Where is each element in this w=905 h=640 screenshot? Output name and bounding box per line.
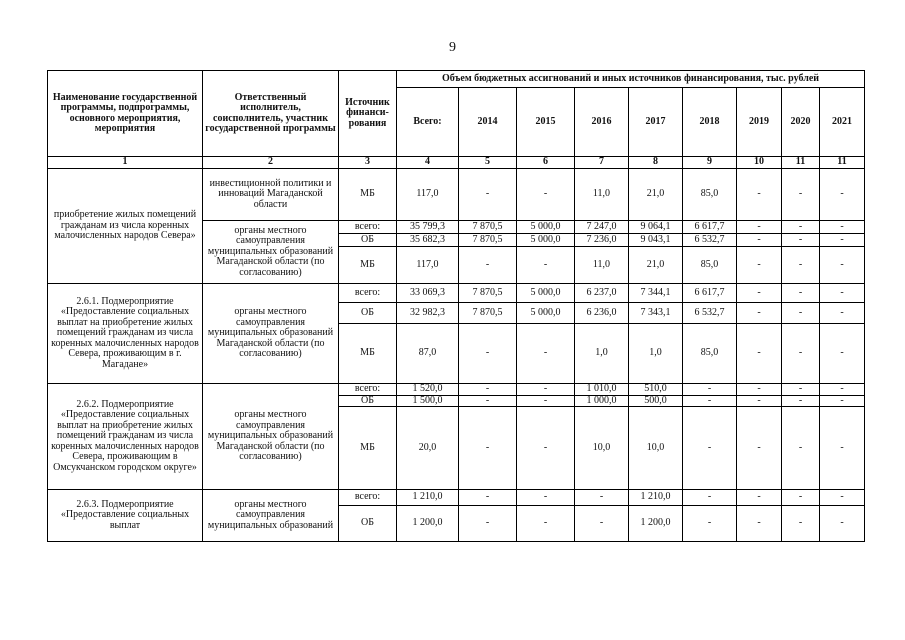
cell-value: 1 500,0 xyxy=(397,395,459,407)
cell-value: 1 210,0 xyxy=(397,490,459,506)
column-number: 1 xyxy=(48,157,203,169)
budget-table xyxy=(47,70,865,542)
cell-value: - xyxy=(737,395,782,407)
row-name: 2.6.1. Подмероприятие «Предоставление социальных выплат на приобретение жилых помещений гражданам из числа коренных малочисленных народов Севера, проживающим в г. Магадане» xyxy=(48,284,203,384)
cell-value: - xyxy=(782,395,820,407)
cell-value: - xyxy=(459,324,517,384)
cell-value: - xyxy=(820,169,865,221)
cell-value: 20,0 xyxy=(397,407,459,490)
cell-value: 500,0 xyxy=(629,395,683,407)
cell-value: - xyxy=(782,284,820,303)
table-row xyxy=(48,490,865,506)
cell-value: - xyxy=(459,506,517,542)
cell-value: - xyxy=(517,407,575,490)
cell-value: - xyxy=(683,384,737,396)
cell-value: 1 000,0 xyxy=(575,395,629,407)
cell-value: - xyxy=(820,324,865,384)
column-number: 5 xyxy=(459,157,517,169)
cell-value: - xyxy=(737,506,782,542)
cell-value: - xyxy=(517,384,575,396)
cell-value: 6 237,0 xyxy=(575,284,629,303)
header-year: 2018 xyxy=(683,88,737,157)
cell-value: - xyxy=(459,384,517,396)
table-row xyxy=(48,169,865,221)
cell-value: - xyxy=(459,247,517,284)
column-number: 2 xyxy=(203,157,339,169)
cell-value: 85,0 xyxy=(683,324,737,384)
cell-value: - xyxy=(782,384,820,396)
cell-value: - xyxy=(782,169,820,221)
cell-value: - xyxy=(820,506,865,542)
cell-value: 1 520,0 xyxy=(397,384,459,396)
cell-value: 5 000,0 xyxy=(517,284,575,303)
cell-value: 21,0 xyxy=(629,247,683,284)
cell-value: - xyxy=(683,395,737,407)
header-year: 2019 xyxy=(737,88,782,157)
column-number: 4 xyxy=(397,157,459,169)
cell-value: - xyxy=(737,384,782,396)
cell-value: - xyxy=(820,221,865,234)
row-source: МБ xyxy=(339,324,397,384)
table-row xyxy=(48,384,865,396)
cell-value: 10,0 xyxy=(629,407,683,490)
cell-value: - xyxy=(782,506,820,542)
cell-value: 5 000,0 xyxy=(517,221,575,234)
cell-value: 9 064,1 xyxy=(629,221,683,234)
row-source: ОБ xyxy=(339,303,397,324)
row-source: ОБ xyxy=(339,234,397,247)
column-number: 6 xyxy=(517,157,575,169)
cell-value: - xyxy=(683,490,737,506)
cell-value: 510,0 xyxy=(629,384,683,396)
cell-value: 7 344,1 xyxy=(629,284,683,303)
row-executor: органы местного самоуправления муниципальных образований Магаданской области (по согласованию) xyxy=(203,284,339,384)
column-number: 8 xyxy=(629,157,683,169)
cell-value: - xyxy=(820,490,865,506)
cell-value: - xyxy=(820,384,865,396)
cell-value: 6 236,0 xyxy=(575,303,629,324)
column-number: 11 xyxy=(782,157,820,169)
column-number: 9 xyxy=(683,157,737,169)
cell-value: 9 043,1 xyxy=(629,234,683,247)
header-year: 2014 xyxy=(459,88,517,157)
cell-value: - xyxy=(517,324,575,384)
cell-value: - xyxy=(517,506,575,542)
cell-value: 1 210,0 xyxy=(629,490,683,506)
cell-value: - xyxy=(459,169,517,221)
cell-value: 10,0 xyxy=(575,407,629,490)
cell-value: - xyxy=(459,395,517,407)
header-year: 2017 xyxy=(629,88,683,157)
cell-value: - xyxy=(737,169,782,221)
header-funding-group: Объем бюджетных ассигнований и иных источников финансирования, тыс. рублей xyxy=(397,71,865,88)
cell-value: 7 870,5 xyxy=(459,234,517,247)
row-source: всего: xyxy=(339,221,397,234)
cell-value: 35 682,3 xyxy=(397,234,459,247)
cell-value: - xyxy=(459,490,517,506)
cell-value: - xyxy=(782,407,820,490)
row-source: всего: xyxy=(339,384,397,396)
header-year: 2015 xyxy=(517,88,575,157)
cell-value: 85,0 xyxy=(683,169,737,221)
header-year: 2016 xyxy=(575,88,629,157)
header-name: Наименование государственной программы, подпрограммы, основного мероприятия, мероприятия xyxy=(48,71,203,157)
header-source: Источник финанси-рования xyxy=(339,71,397,157)
cell-value: - xyxy=(737,247,782,284)
cell-value: - xyxy=(782,234,820,247)
cell-value: - xyxy=(820,234,865,247)
header-total: Всего: xyxy=(397,88,459,157)
cell-value: 7 236,0 xyxy=(575,234,629,247)
cell-value: 7 870,5 xyxy=(459,221,517,234)
column-number: 10 xyxy=(737,157,782,169)
cell-value: 1 010,0 xyxy=(575,384,629,396)
row-name: 2.6.3. Подмероприятие «Предоставление социальных выплат xyxy=(48,490,203,542)
cell-value: - xyxy=(517,169,575,221)
cell-value: - xyxy=(517,395,575,407)
cell-value: - xyxy=(683,506,737,542)
cell-value: 11,0 xyxy=(575,247,629,284)
cell-value: 7 343,1 xyxy=(629,303,683,324)
table-row xyxy=(48,284,865,303)
row-source: всего: xyxy=(339,284,397,303)
cell-value: - xyxy=(782,247,820,284)
cell-value: 5 000,0 xyxy=(517,303,575,324)
cell-value: - xyxy=(820,247,865,284)
cell-value: - xyxy=(737,303,782,324)
cell-value: - xyxy=(575,506,629,542)
row-source: ОБ xyxy=(339,506,397,542)
cell-value: 21,0 xyxy=(629,169,683,221)
cell-value: - xyxy=(820,407,865,490)
cell-value: 1 200,0 xyxy=(629,506,683,542)
cell-value: 117,0 xyxy=(397,247,459,284)
column-numbers-row xyxy=(48,157,865,169)
cell-value: - xyxy=(782,303,820,324)
row-source: МБ xyxy=(339,169,397,221)
row-name: приобретение жилых помещений гражданам из числа коренных малочисленных народов Севера» xyxy=(48,169,203,284)
row-executor: органы местного самоуправления муниципальных образований xyxy=(203,490,339,542)
row-executor: инвестиционной политики и инноваций Магаданской области xyxy=(203,169,339,221)
cell-value: - xyxy=(737,324,782,384)
cell-value: 5 000,0 xyxy=(517,234,575,247)
row-executor: органы местного самоуправления муниципальных образований Магаданской области (по согласованию) xyxy=(203,384,339,490)
cell-value: - xyxy=(820,395,865,407)
cell-value: 7 870,5 xyxy=(459,303,517,324)
cell-value: - xyxy=(820,303,865,324)
row-name: 2.6.2. Подмероприятие «Предоставление социальных выплат на приобретение жилых помещений гражданам из числа коренных малочисленных народов Севера, проживающим в Омсукчанском городском округе» xyxy=(48,384,203,490)
row-executor: органы местного самоуправления муниципальных образований Магаданской области (по согласованию) xyxy=(203,221,339,284)
cell-value: - xyxy=(737,284,782,303)
row-source: МБ xyxy=(339,407,397,490)
page-number: 9 xyxy=(449,40,456,55)
header-executor: Ответственный исполнитель, соисполнитель, участник государственной программы xyxy=(203,71,339,157)
cell-value: - xyxy=(517,247,575,284)
cell-value: 33 069,3 xyxy=(397,284,459,303)
header-year: 2020 xyxy=(782,88,820,157)
cell-value: 117,0 xyxy=(397,169,459,221)
cell-value: - xyxy=(782,490,820,506)
cell-value: - xyxy=(737,407,782,490)
cell-value: 11,0 xyxy=(575,169,629,221)
row-source: всего: xyxy=(339,490,397,506)
cell-value: - xyxy=(820,284,865,303)
row-source: МБ xyxy=(339,247,397,284)
cell-value: 1,0 xyxy=(629,324,683,384)
cell-value: 7 247,0 xyxy=(575,221,629,234)
cell-value: - xyxy=(737,221,782,234)
cell-value: 7 870,5 xyxy=(459,284,517,303)
cell-value: - xyxy=(683,407,737,490)
cell-value: - xyxy=(459,407,517,490)
cell-value: - xyxy=(782,221,820,234)
header-year: 2021 xyxy=(820,88,865,157)
cell-value: - xyxy=(575,490,629,506)
cell-value: 1,0 xyxy=(575,324,629,384)
cell-value: - xyxy=(782,324,820,384)
cell-value: 6 617,7 xyxy=(683,221,737,234)
cell-value: - xyxy=(737,234,782,247)
cell-value: 35 799,3 xyxy=(397,221,459,234)
cell-value: - xyxy=(737,490,782,506)
cell-value: 6 532,7 xyxy=(683,234,737,247)
column-number: 3 xyxy=(339,157,397,169)
cell-value: 87,0 xyxy=(397,324,459,384)
row-source: ОБ xyxy=(339,395,397,407)
cell-value: 1 200,0 xyxy=(397,506,459,542)
cell-value: 32 982,3 xyxy=(397,303,459,324)
cell-value: - xyxy=(517,490,575,506)
cell-value: 85,0 xyxy=(683,247,737,284)
column-number: 11 xyxy=(820,157,865,169)
column-number: 7 xyxy=(575,157,629,169)
cell-value: 6 532,7 xyxy=(683,303,737,324)
cell-value: 6 617,7 xyxy=(683,284,737,303)
